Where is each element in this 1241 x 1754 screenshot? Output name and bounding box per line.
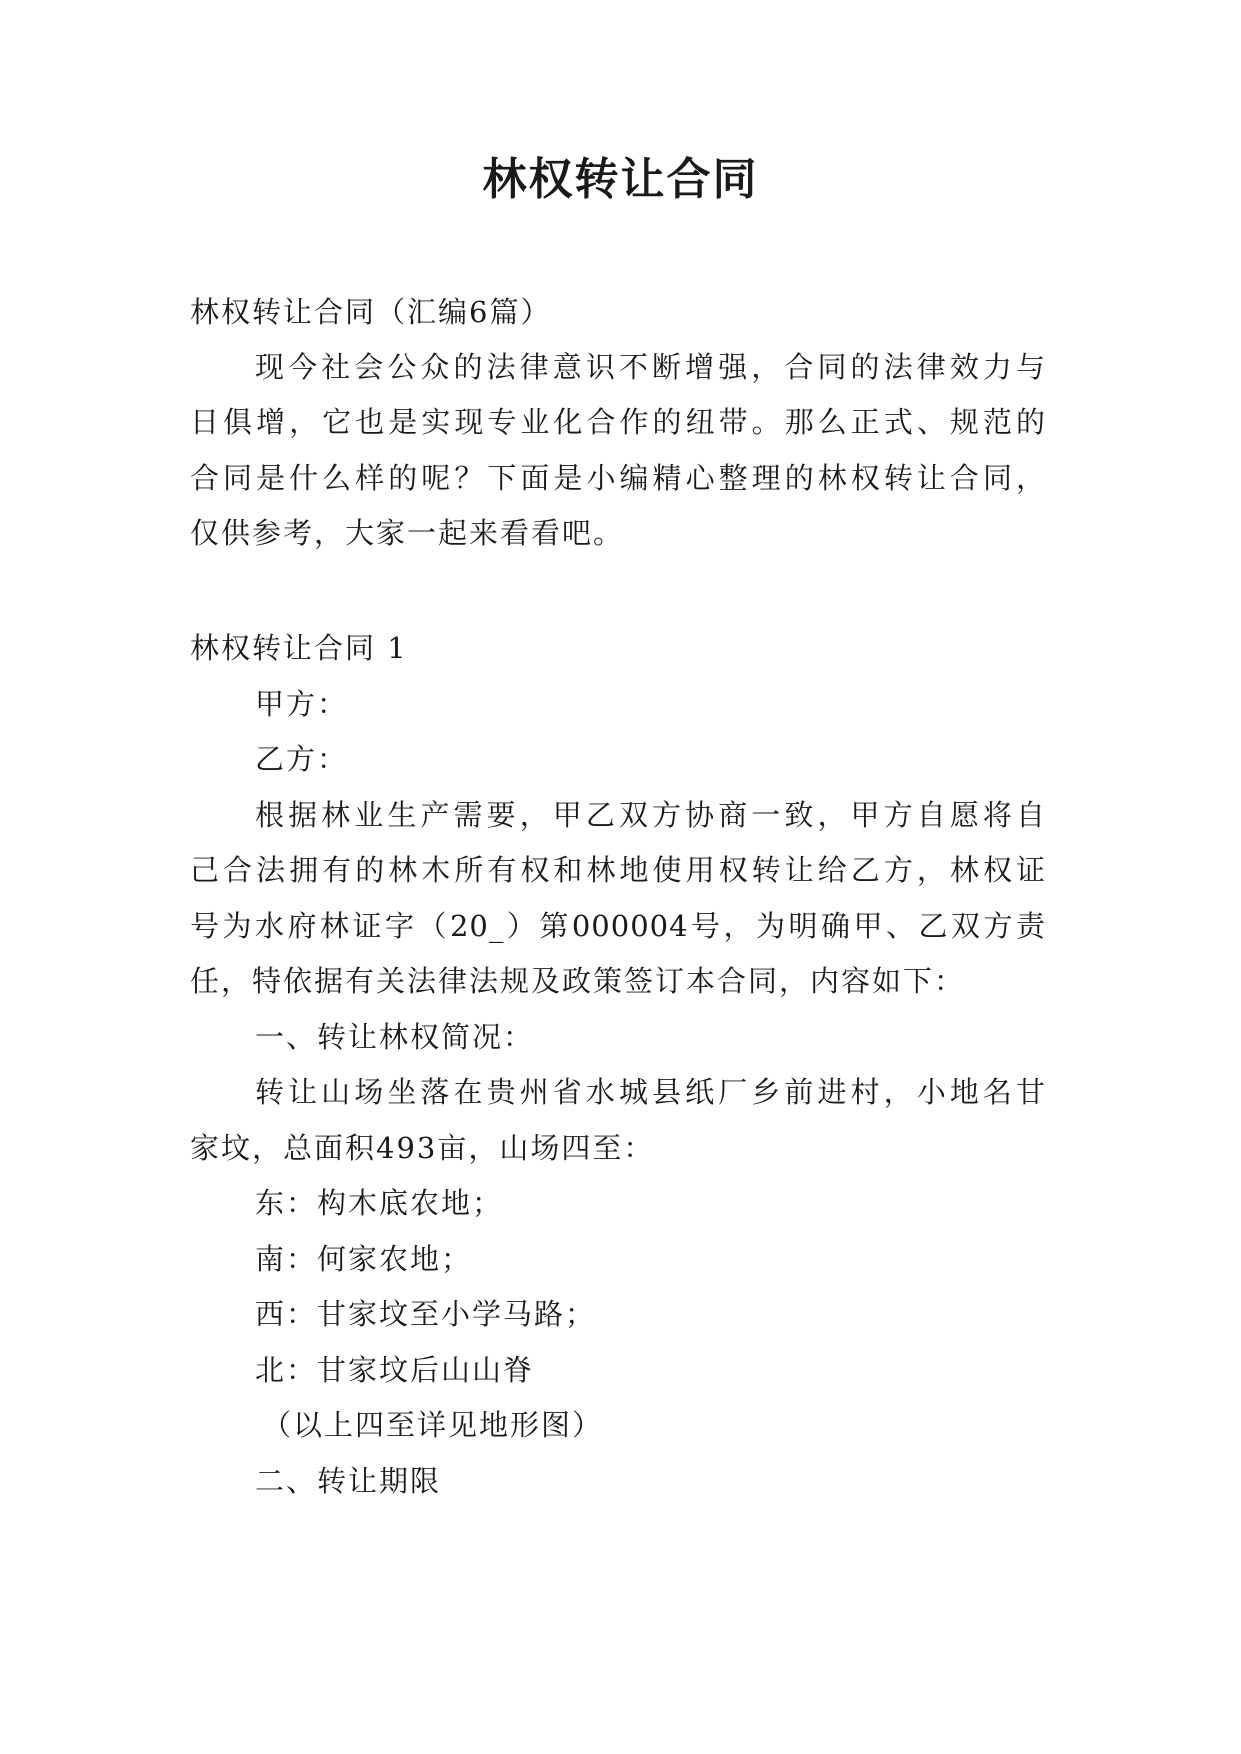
party-b-label: 乙方： bbox=[255, 742, 349, 776]
preamble-line-1: 根据林业生产需要，甲乙双方协商一致，甲方自愿将自 bbox=[255, 798, 1046, 832]
document-subtitle: 林权转让合同（汇编6篇） bbox=[190, 295, 552, 329]
preamble-line-4: 任，特依据有关法律法规及政策签订本合同，内容如下： bbox=[190, 964, 966, 998]
preamble-line-2: 己合法拥有的林木所有权和林地使用权转让给乙方，林权证 bbox=[190, 853, 1046, 887]
clause-2-heading: 二、转让期限 bbox=[255, 1464, 442, 1498]
party-a-label: 甲方： bbox=[255, 687, 349, 721]
clause-1-line-1: 转让山场坐落在贵州省水城县纸厂乡前进村，小地名甘 bbox=[255, 1075, 1046, 1109]
preamble-line-3: 号为水府林证字（20_）第000004号，为明确甲、乙双方责 bbox=[190, 909, 1046, 943]
section-heading: 林权转让合同 1 bbox=[190, 631, 408, 665]
boundary-note: （以上四至详见地形图） bbox=[262, 1408, 604, 1442]
boundary-east: 东：构木底农地； bbox=[255, 1186, 504, 1220]
intro-line-2: 日俱增，它也是实现专业化合作的纽带。那么正式、规范的 bbox=[190, 405, 1046, 439]
clause-1-line-2: 家坟，总面积493亩，山场四至： bbox=[190, 1131, 655, 1165]
intro-line-1: 现今社会公众的法律意识不断增强，合同的法律效力与 bbox=[255, 350, 1046, 384]
boundary-north: 北：甘家坟后山山脊 bbox=[255, 1353, 535, 1387]
clause-1-heading: 一、转让林权简况： bbox=[255, 1020, 535, 1054]
boundary-south: 南：何家农地； bbox=[255, 1242, 473, 1276]
boundary-west: 西：甘家坟至小学马路； bbox=[255, 1297, 597, 1331]
intro-line-3: 合同是什么样的呢？下面是小编精心整理的林权转让合同， bbox=[190, 461, 1046, 495]
document-title: 林权转让合同 bbox=[482, 154, 759, 205]
intro-line-4: 仅供参考，大家一起来看看吧。 bbox=[190, 516, 625, 550]
